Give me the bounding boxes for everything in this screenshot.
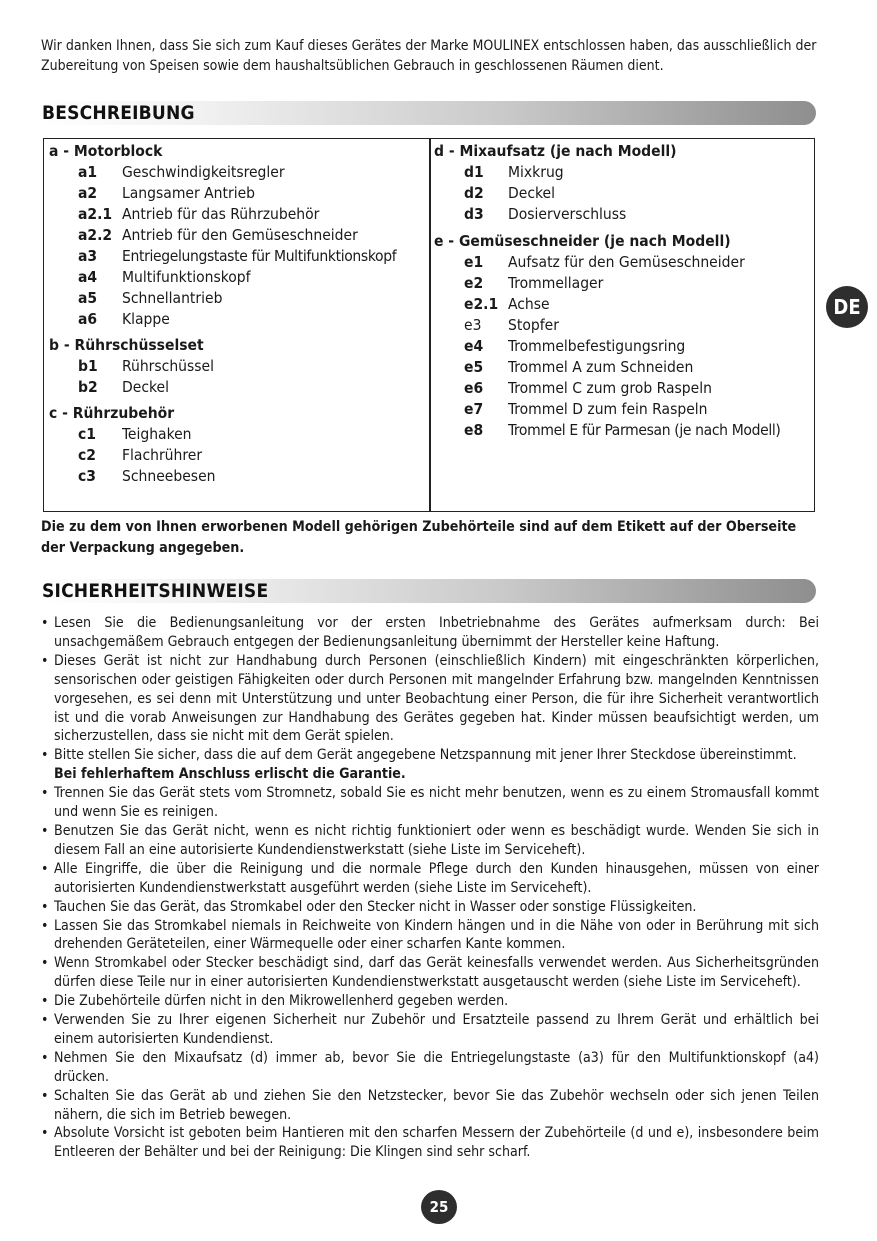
bullet-icon: • [41,898,49,915]
safety-text: Dieses Gerät ist nicht zur Handhabung durch Personen (einschließlich Kindern) mit eingeschränkten körperlichen, sensorischen oder geistigen Fähigkeiten oder durch Personen mit mangelnder Erfahrung bzw. mangelnden Kenntnissen vorgesehen, es sei denn mit Unterstützung und unter Beobachtung einer Person, die für ihre Sicherheit verantwortlich ist und die vorab Anweisungen zur Handhabung des Gerätes gegeben hat. Kinder müssen beaufsichtigt werden, um sicherzustellen, dass sie nicht mit dem Gerät spielen. [54,652,819,745]
list-item [434,420,781,441]
safety-text: Benutzen Sie das Gerät nicht, wenn es nicht richtig funktioniert oder wenn es beschädigt wurde. Wenden Sie sich in diesem Fall an eine autorisierte Kundendienstwerkstatt (siehe Liste im Serviceheft). [54,822,819,858]
bullet-icon: • [41,993,49,1010]
list-item [434,357,781,378]
item-code: b2 [78,378,98,396]
warranty-note: Bei fehlerhaftem Anschluss erlischt die Garantie. [54,766,406,783]
item-code: a2.2 [78,226,113,244]
safety-text: Alle Eingriffe, die über die Reinigung und die normale Pflege durch den Kunden hinausgehen, müssen von einer autorisierten Kundendienstwerkstatt ausgeführt werden (siehe Liste im Serviceheft). [54,860,819,896]
item-code: e1 [464,253,484,271]
safety-text: Trennen Sie das Gerät stets vom Stromnetz, sobald Sie es nicht mehr benutzen, wenn es zu einem Stromausfall kommt und wenn Sie es reinigen. [54,785,819,821]
item-label: Aufsatz für den Gemüseschneider [508,253,745,271]
item-code: e2 [464,274,484,292]
list-item [434,378,781,399]
bullet-icon: • [41,1087,49,1104]
group-e-list [434,252,781,441]
item-code: a4 [78,268,98,286]
section-header-beschreibung [40,101,816,125]
item-code: a1 [78,163,98,181]
item-code: e8 [464,421,484,439]
section-title: BESCHREIBUNG [42,102,195,124]
list-item [41,784,819,822]
safety-text: Die Zubehörteile dürfen nicht in den Mikrowellenherd gegeben werden. [54,993,509,1010]
list-item [49,356,396,377]
item-code: b1 [78,357,98,375]
item-code: a2 [78,184,98,202]
safety-list [41,614,819,1162]
item-label: Trommel C zum grob Raspeln [508,379,712,397]
item-code: a2.1 [78,205,113,223]
item-label: Flachrührer [122,446,203,464]
item-label: Trommel D zum fein Raspeln [508,400,708,418]
list-item [49,377,396,398]
item-code: d3 [464,205,484,223]
safety-text: Verwenden Sie zu Ihrer eigenen Sicherheit nur Zubehör und Ersatzteile passend zu Ihrem Gerät und erhältlich bei einem autorisierten Kundendienst. [54,1012,819,1047]
item-code: e7 [464,400,484,418]
group-title-b: b - Rührschüsselset [49,336,204,354]
item-label: Schneebesen [122,467,216,485]
list-item [41,954,819,992]
item-label: Dosierverschluss [508,205,627,223]
group-title-d: d - Mixaufsatz (je nach Modell) [434,142,677,160]
item-label: Entriegelungstaste für Multifunktionskopf [122,247,397,265]
bullet-icon: • [41,1012,49,1029]
list-item [41,822,819,860]
description-left-column [49,141,396,487]
item-label: Deckel [122,378,169,396]
intro-text: Wir danken Ihnen, dass Sie sich zum Kauf dieses Gerätes der Marke MOULINEX entschlossen haben, das ausschließlich der Zubereitung von Speisen sowie dem haushaltsüblichen Gebrauch in geschlossenen Räumen dient. [41,38,817,74]
item-label: Trommelbefestigungsring [508,337,686,355]
list-item [41,1124,819,1162]
safety-text: Schalten Sie das Gerät ab und ziehen Sie den Netzstecker, bevor Sie das Zubehör wechseln oder sich jenen Teilen nähern, die sich im Betrieb bewegen. [54,1087,819,1123]
item-label: Antrieb für das Rührzubehör [122,205,320,223]
list-item [41,1087,819,1125]
bullet-icon: • [41,615,49,631]
bullet-icon: • [41,917,49,934]
safety-text: Tauchen Sie das Gerät, das Stromkabel oder den Stecker nicht in Wasser oder sonstige Flüssigkeiten. [54,898,697,915]
language-badge: DE [826,286,868,328]
section-header-sicherheit [40,579,816,603]
safety-text: Lassen Sie das Stromkabel niemals in Reichweite von Kindern hängen und in die Nähe von oder in Berührung mit sich drehenden Geräteteilen, einer Wärmequelle oder einer scharfen Kante kommen. [54,917,819,953]
bullet-icon: • [41,860,49,877]
item-code: a6 [78,310,98,328]
list-item [49,183,396,204]
list-item [49,267,396,288]
list-item [434,336,781,357]
item-code: c3 [78,467,96,485]
item-code: e2.1 [464,295,499,313]
list-item [41,652,819,747]
list-item [49,466,396,487]
bullet-icon: • [41,1125,49,1142]
list-item [49,424,396,445]
section-title: SICHERHEITSHINWEISE [42,580,269,602]
list-item [41,860,819,898]
list-item [41,1049,819,1087]
bullet-icon: • [41,1049,49,1066]
item-label: Rührschüssel [122,357,215,375]
list-item [49,445,396,466]
item-label: Langsamer Antrieb [122,184,256,202]
item-code: e5 [464,358,484,376]
item-label: Achse [508,295,550,313]
item-code: a5 [78,289,98,307]
item-code: c1 [78,425,96,443]
list-item [434,162,781,183]
description-right-column [434,141,781,441]
safety-text: Absolute Vorsicht ist geboten beim Hantieren mit den scharfen Messern der Zubehörteile (d und e), insbesondere beim Entleeren der Behälter und bei der Reinigung: Die Klingen sind sehr scharf. [54,1125,819,1161]
safety-text: Nehmen Sie den Mixaufsatz (d) immer ab, bevor Sie die Entriegelungstaste (a3) für den Multifunktionskopf (a4) drücken. [54,1049,819,1085]
list-item [49,162,396,183]
item-code: e4 [464,337,484,355]
item-label: Schnellantrieb [122,289,223,307]
item-code: d2 [464,184,484,202]
bullet-icon: • [41,785,49,802]
list-item [434,315,781,336]
list-item [41,1011,819,1049]
list-item [41,992,819,1011]
list-item [434,399,781,420]
item-label: Deckel [508,184,555,202]
item-label: Trommel E für Parmesan (je nach Modell) [508,421,781,439]
list-item [49,225,396,246]
item-code: e6 [464,379,484,397]
bullet-icon: • [41,822,49,839]
safety-text: Lesen Sie die Bedienungsanleitung vor der ersten Inbetriebnahme des Gerätes aufmerksam durch: Bei unsachgemäßem Gebrauch entgegen der Bedienungsanleitung übernimmt der Hersteller keine Haftung. [54,615,819,650]
group-a-list [49,162,396,330]
list-item [49,246,396,267]
item-label: Klappe [122,310,170,328]
list-item [41,917,819,955]
list-item [434,183,781,204]
list-item [49,204,396,225]
list-item [49,309,396,330]
group-title-a: a - Motorblock [49,142,163,160]
item-code: a3 [78,247,98,265]
item-code: c2 [78,446,96,464]
group-c-list [49,424,396,487]
list-item [41,898,819,917]
group-title-c: c - Rührzubehör [49,404,175,422]
item-label: Multifunktionskopf [122,268,251,286]
item-label: Trommel A zum Schneiden [508,358,694,376]
group-d-list [434,162,781,225]
column-divider [429,138,431,512]
list-item [434,273,781,294]
bullet-icon: • [41,747,49,764]
safety-text: Bitte stellen Sie sicher, dass die auf dem Gerät angegebene Netzspannung mit jener Ihrer Steckdose übereinstimmt. [54,747,797,764]
safety-text: Wenn Stromkabel oder Stecker beschädigt sind, darf das Gerät keinesfalls verwendet werden. Aus Sicherheitsgründen dürfen diese Teile nur in einer autorisierten Kundendienstwerkstatt ausgetauscht werden (siehe Liste im Serviceheft). [54,955,819,991]
group-b-list [49,356,396,398]
list-item [49,288,396,309]
list-item [434,294,781,315]
item-label: Geschwindigkeitsregler [122,163,285,181]
list-item [41,746,819,784]
group-title-e: e - Gemüseschneider (je nach Modell) [434,232,731,250]
item-label: Trommellager [508,274,604,292]
description-note: Die zu dem von Ihnen erworbenen Modell gehörigen Zubehörteile sind auf dem Etikett auf der Oberseite der Verpackung angegeben. [41,519,797,556]
item-label: Stopfer [508,316,559,334]
page-number: 25 [421,1190,457,1224]
list-item [41,614,819,652]
item-label: Teighaken [122,425,192,443]
list-item [434,204,781,225]
item-code: d1 [464,163,484,181]
list-item [434,252,781,273]
bullet-icon: • [41,652,49,669]
bullet-icon: • [41,955,49,972]
item-code: e3 [464,316,482,334]
item-label: Mixkrug [508,163,564,181]
item-label: Antrieb für den Gemüseschneider [122,226,358,244]
